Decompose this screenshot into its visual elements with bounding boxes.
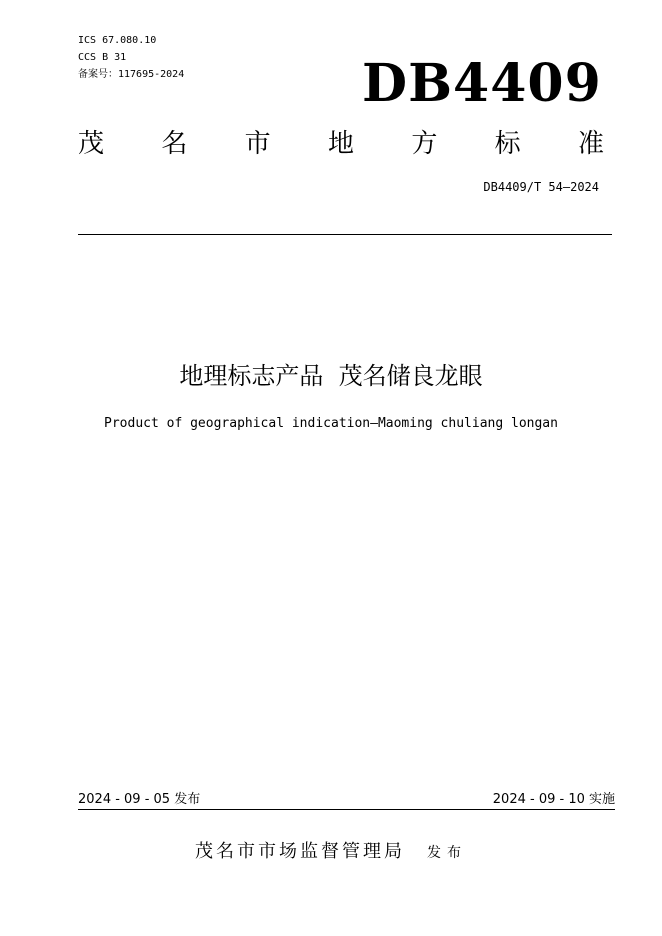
standard-type-char: 标 (494, 129, 521, 159)
publish-date: 2024 - 09 - 05 发布 (78, 792, 201, 807)
standard-type-char: 准 (577, 129, 604, 159)
issue-label: 发布 (427, 845, 467, 861)
standard-type-char: 茂 (78, 129, 105, 159)
ccs-code: CCS B 31 (78, 52, 127, 63)
filing-number: 备案号：117695-2024 (78, 69, 185, 80)
issuing-authority: 茂名市市场监督管理局 (195, 841, 405, 862)
standard-code-logo: DB4409 (362, 53, 602, 114)
bottom-divider (78, 809, 615, 810)
standard-type-char: 地 (327, 129, 354, 159)
standard-type-heading (78, 126, 604, 162)
document-title-chinese: 地理标志产品 茂名储良龙眼 (179, 362, 483, 390)
document-title-english: Product of geographical indication—Maoming chuliang longan (104, 416, 558, 431)
top-divider (78, 234, 612, 235)
issuer-line (0, 838, 662, 867)
standard-type-char: 方 (411, 129, 438, 159)
ics-code: ICS 67.080.10 (78, 35, 157, 46)
standard-type-char: 市 (244, 129, 271, 159)
standard-number: DB4409/T 54—2024 (483, 180, 599, 194)
implementation-date: 2024 - 09 - 10 实施 (492, 792, 615, 807)
standard-type-char: 名 (161, 129, 188, 159)
